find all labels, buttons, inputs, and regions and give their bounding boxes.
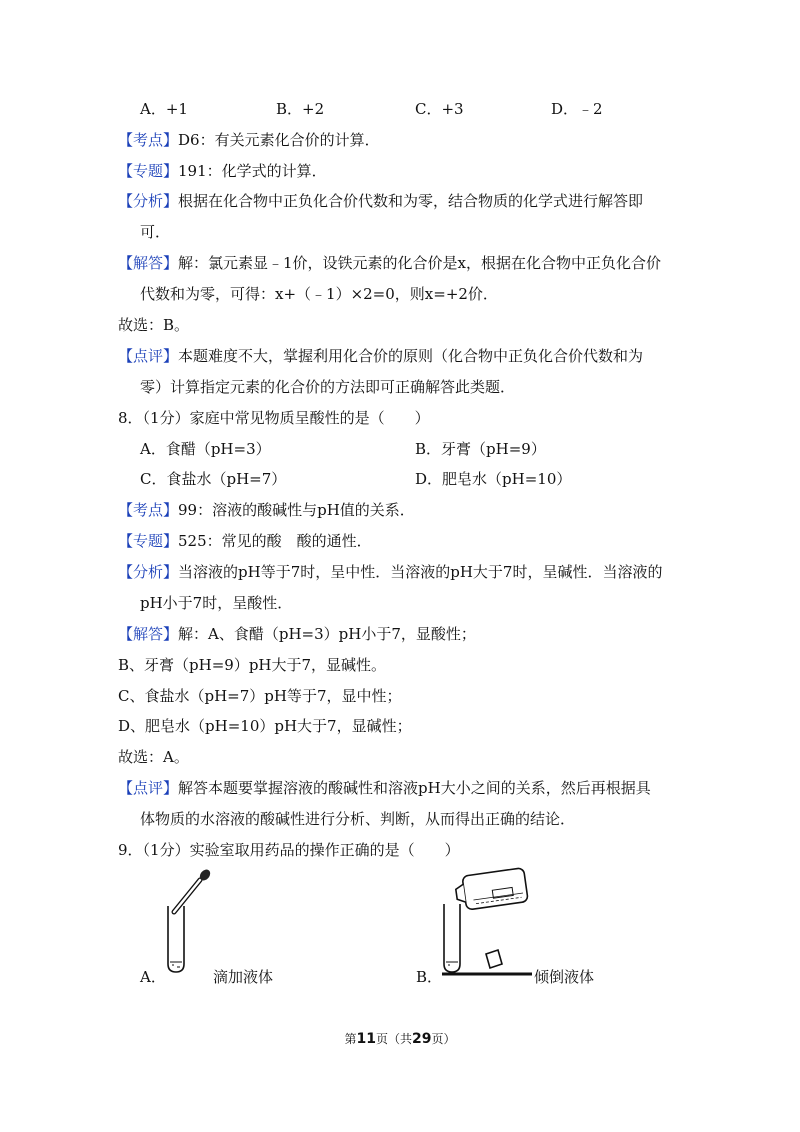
- kaodian-tag: 【考点】: [118, 131, 179, 149]
- q7-zhuanti: 【专题】191：化学式的计算．: [118, 162, 327, 180]
- q7-dianping-cont: 零）计算指定元素的化合价的方法即可正确解答此类题．: [140, 378, 516, 396]
- fenxi-tag: 【分析】: [118, 192, 179, 210]
- total-pages-number: 29: [412, 1031, 432, 1047]
- dropper-test-tube-figure: [150, 866, 220, 981]
- q8-jieda-d: D、肥皂水（pH=10）pH大于7，显碱性；: [118, 717, 412, 735]
- jieda-tag: 【解答】: [118, 254, 179, 272]
- kaodian-tag: 【考点】: [118, 501, 179, 519]
- q9-stem: 9．（1分）实验室取用药品的操作正确的是（ ）: [118, 841, 460, 859]
- q7-fenxi-cont: 可．: [140, 223, 171, 241]
- q7-jieda-cont: 代数和为零，可得：x+（﹣1）×2=0，则x=+2价．: [140, 285, 498, 303]
- fenxi-tag: 【分析】: [118, 563, 179, 581]
- q8-option-b: B．牙膏（pH=9）: [415, 440, 546, 458]
- q7-jieda: 【解答】解：氯元素显﹣1价，设铁元素的化合价是x，根据在化合物中正负化合价: [118, 254, 662, 272]
- q9-option-b-letter: B．: [416, 968, 443, 986]
- q8-option-a: A．食醋（pH=3）: [140, 440, 271, 458]
- q8-jieda-b: B、牙膏（pH=9）pH大于7，显碱性。: [118, 656, 387, 674]
- q9-option-b-label: 倾倒液体: [534, 968, 595, 986]
- jieda-tag: 【解答】: [118, 625, 179, 643]
- q8-kaodian: 【考点】99：溶液的酸碱性与pH值的关系．: [118, 501, 415, 519]
- q8-fenxi-cont: pH小于7时，呈酸性．: [140, 594, 293, 612]
- q7-fenxi: 【分析】根据在化合物中正负化合价代数和为零，结合物质的化学式进行解答即: [118, 192, 644, 210]
- q8-option-c: C．食盐水（pH=7）: [140, 470, 287, 488]
- q8-stem: 8．（1分）家庭中常见物质呈酸性的是（ ）: [118, 409, 430, 427]
- q7-option-d: D．﹣2: [551, 100, 603, 118]
- q8-dianping: 【点评】解答本题要掌握溶液的酸碱性和溶液pH大小之间的关系，然后再根据具: [118, 779, 651, 797]
- q7-answer: 故选：B。: [118, 316, 190, 334]
- q7-option-b: B．+2: [276, 100, 325, 118]
- dianping-tag: 【点评】: [118, 347, 179, 365]
- q8-fenxi: 【分析】当溶液的pH等于7时，呈中性．当溶液的pH大于7时，呈碱性．当溶液的: [118, 563, 663, 581]
- q7-dianping: 【点评】本题难度不大，掌握利用化合价的原则（化合物中正负化合价代数和为: [118, 347, 644, 365]
- q8-option-d: D．肥皂水（pH=10）: [415, 470, 572, 488]
- zhuanti-tag: 【专题】: [118, 162, 179, 180]
- q7-option-a: A．+1: [140, 100, 188, 118]
- q7-kaodian: 【考点】D6：有关元素化合价的计算．: [118, 131, 380, 149]
- q8-dianping-cont: 体物质的水溶液的酸碱性进行分析、判断，从而得出正确的结论．: [140, 810, 576, 828]
- q9-option-a-letter: A．: [140, 968, 166, 986]
- current-page-number: 11: [356, 1031, 376, 1047]
- dianping-tag: 【点评】: [118, 779, 179, 797]
- pouring-bottle-figure: [432, 864, 542, 984]
- q8-answer: 故选：A。: [118, 748, 189, 766]
- zhuanti-tag: 【专题】: [118, 532, 179, 550]
- q8-jieda-c: C、食盐水（pH=7）pH等于7，显中性；: [118, 687, 402, 705]
- q8-zhuanti: 【专题】525：常见的酸 酸的通性．: [118, 532, 372, 550]
- page-footer: 第11页（共29页）: [344, 1031, 456, 1047]
- q7-option-c: C．+3: [415, 100, 464, 118]
- q8-jieda: 【解答】解：A、食醋（pH=3）pH小于7，显酸性；: [118, 625, 476, 643]
- q9-option-a-label: 滴加液体: [213, 968, 274, 986]
